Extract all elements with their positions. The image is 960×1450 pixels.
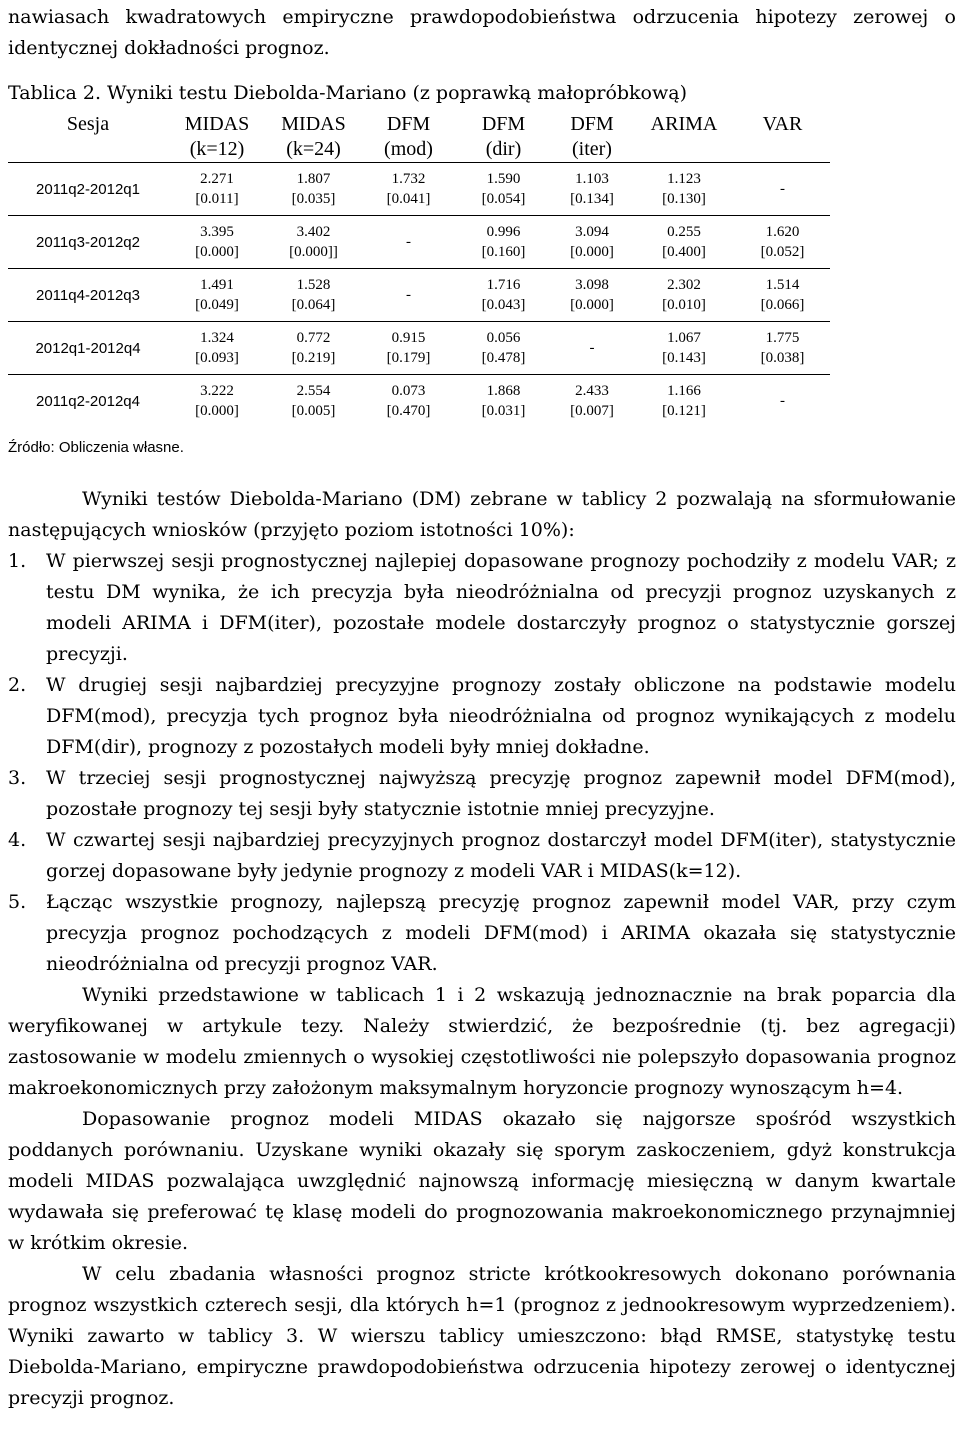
p-value: [0.049] bbox=[195, 297, 239, 313]
table-caption: Tablica 2. Wyniki testu Diebolda-Mariano (z poprawką małopróbkową) bbox=[8, 82, 687, 104]
p-value: [0.400] bbox=[662, 244, 706, 260]
column-header: ARIMA bbox=[650, 113, 718, 135]
p-value: [0.121] bbox=[662, 403, 706, 419]
p-value: [0.134] bbox=[570, 191, 614, 207]
dm-statistic: 1.491 bbox=[200, 277, 234, 293]
table-row bbox=[8, 322, 830, 375]
table-cell bbox=[361, 216, 456, 269]
dm-statistic: 1.324 bbox=[200, 330, 234, 346]
table-cell bbox=[456, 269, 551, 322]
conclusions-list bbox=[8, 546, 956, 980]
list-item bbox=[8, 670, 956, 763]
p-value: [0.470] bbox=[386, 403, 431, 419]
p-value: [0.052] bbox=[760, 244, 805, 260]
p-value: [0.043] bbox=[481, 297, 526, 313]
list-item-number: 4. bbox=[8, 829, 27, 851]
p-value: [0.010] bbox=[662, 297, 706, 313]
dm-statistic: 1.067 bbox=[667, 330, 701, 346]
table-header bbox=[8, 112, 830, 163]
table-cell bbox=[735, 163, 830, 216]
p-value: [0.038] bbox=[760, 350, 805, 366]
list-item bbox=[8, 546, 956, 670]
table-body bbox=[8, 163, 830, 428]
p-value: [0.041] bbox=[386, 191, 431, 207]
table-cell bbox=[266, 269, 361, 322]
table-cell bbox=[266, 163, 361, 216]
dm-statistic: 0.996 bbox=[486, 224, 521, 240]
dm-statistic: 3.222 bbox=[200, 383, 234, 399]
list-item bbox=[8, 825, 956, 887]
column-header: DFM bbox=[386, 113, 431, 135]
list-item-text: W trzeciej sesji prognostycznej najwyższą precyzję prognoz zapewnił model DFM(mod), pozostałe prognozy tej sesji były statycznie istotnie mniej precyzyjne. bbox=[46, 767, 956, 820]
table-cell bbox=[361, 163, 456, 216]
column-subheader bbox=[8, 137, 168, 163]
list-item-text: W czwartej sesji najbardziej precyzyjnych prognoz dostarczył model DFM(iter), statystycznie gorzej dopasowane były jedynie prognozy z modeli VAR i MIDAS(k=12). bbox=[46, 829, 956, 882]
list-item-number: 3. bbox=[8, 767, 27, 789]
list-item bbox=[8, 763, 956, 825]
table-cell bbox=[456, 322, 551, 375]
p-value: [0.000]] bbox=[289, 244, 338, 260]
list-item-number: 5. bbox=[8, 891, 27, 913]
table-cell bbox=[168, 375, 266, 428]
table-cell bbox=[266, 322, 361, 375]
dm-statistic: 3.395 bbox=[200, 224, 234, 240]
dm-statistic: 0.915 bbox=[391, 330, 426, 346]
dm-statistic: 1.103 bbox=[575, 171, 609, 187]
p-value: [0.130] bbox=[662, 191, 706, 207]
table-cell bbox=[266, 216, 361, 269]
p-value: [0.064] bbox=[291, 297, 336, 313]
dm-statistic: 3.094 bbox=[575, 224, 609, 240]
dm-statistic: 3.402 bbox=[296, 224, 331, 240]
session-label: 2011q2-2012q4 bbox=[8, 375, 168, 428]
dm-statistic: 1.528 bbox=[296, 277, 331, 293]
dm-statistic: 1.620 bbox=[765, 224, 800, 240]
table-cell bbox=[633, 269, 735, 322]
list-item-text: Łącząc wszystkie prognozy, najlepszą precyzję prognoz zapewnił model VAR, przy czym precyzja prognoz pochodzących z modeli DFM(mod) i ARIMA okazała się statystycznie nieodróżnialna od precyzji prognoz VAR. bbox=[46, 891, 956, 975]
p-value: [0.478] bbox=[481, 350, 526, 366]
dm-statistic: 1.123 bbox=[667, 171, 701, 187]
paragraph: W celu zbadania własności prognoz stricte krótkookresowych dokonano porównania prognoz wszystkich czterech sesji, dla których h=1 (prognoz z jednookresowym wyprzedzeniem). Wyniki zawarto w tablicy 3. W wierszu tablicy umieszczono: błąd RMSE, statystykę testu Diebolda-Mariano, empiryczne prawdopodobieństwa odrzucenia hipotezy zerowej o identycznej precyzji prognoz. bbox=[8, 1263, 956, 1409]
table-cell bbox=[361, 269, 456, 322]
p-value: [0.007] bbox=[570, 403, 614, 419]
column-subheader: (k=24) bbox=[286, 138, 341, 160]
table-cell bbox=[735, 375, 830, 428]
column-subheader: (dir) bbox=[485, 138, 522, 160]
intro-text: nawiasach kwadratowych empiryczne prawdopodobieństwa odrzucenia hipotezy zerowej o identycznej dokładności prognoz. bbox=[8, 6, 956, 59]
dm-statistic: 1.868 bbox=[486, 383, 521, 399]
list-item-number: 2. bbox=[8, 674, 27, 696]
table-cell bbox=[361, 322, 456, 375]
list-item-text: W drugiej sesji najbardziej precyzyjne prognozy zostały obliczone na podstawie modelu DFM(mod), precyzja tych prognoz była nieodróżnialna od prognoz wynikających z modelu DFM(dir), prognozy z pozostałych modeli były mniej dokładne. bbox=[46, 674, 956, 758]
p-value: [0.000] bbox=[570, 297, 614, 313]
dm-statistic: - bbox=[780, 181, 785, 197]
dm-statistic: 0.056 bbox=[486, 330, 521, 346]
p-value: [0.000] bbox=[195, 244, 239, 260]
table-source: Źródło: Obliczenia własne. bbox=[8, 439, 184, 456]
table-cell bbox=[266, 375, 361, 428]
p-value: [0.054] bbox=[481, 191, 526, 207]
paragraph: Wyniki przedstawione w tablicach 1 i 2 wskazują jednoznacznie na brak poparcia dla weryfikowanej w artykule tezy. Należy stwierdzić, że bezpośrednie (tj. bez agregacji) zastosowanie w modelu zmiennych o wysokiej częstotliwości nie polepszyło dopasowania prognoz makroekonomicznych przy założonym maksymalnym horyzoncie prognozy wynoszącym h=4. bbox=[8, 984, 956, 1099]
table-row bbox=[8, 163, 830, 216]
dm-statistic: 2.302 bbox=[667, 277, 701, 293]
p-value: [0.035] bbox=[291, 191, 336, 207]
dm-statistic: 2.271 bbox=[200, 171, 234, 187]
p-value: [0.160] bbox=[481, 244, 526, 260]
dm-statistic: 0.255 bbox=[667, 224, 701, 240]
dm-statistic: 1.514 bbox=[765, 277, 800, 293]
p-value: [0.000] bbox=[570, 244, 614, 260]
table-cell bbox=[168, 322, 266, 375]
p-value: [0.000] bbox=[195, 403, 239, 419]
p-value: [0.066] bbox=[760, 297, 805, 313]
column-subheader: (mod) bbox=[384, 138, 433, 160]
table-cell bbox=[168, 163, 266, 216]
p-value: [0.093] bbox=[195, 350, 239, 366]
column-header: MIDAS bbox=[184, 113, 250, 135]
column-subheader bbox=[735, 137, 830, 163]
table-cell bbox=[633, 216, 735, 269]
table-cell bbox=[456, 375, 551, 428]
lead-paragraph: Wyniki testów Diebolda-Mariano (DM) zebrane w tablicy 2 pozwalają na sformułowanie następujących wniosków (przyjęto poziom istotności 10%): bbox=[8, 488, 956, 541]
dm-statistic: 0.073 bbox=[391, 383, 426, 399]
session-label: 2012q1-2012q4 bbox=[8, 322, 168, 375]
dm-statistic: 1.166 bbox=[667, 383, 701, 399]
dm-statistic: - bbox=[589, 340, 595, 356]
table-cell bbox=[633, 163, 735, 216]
table-cell bbox=[735, 322, 830, 375]
list-item bbox=[8, 887, 956, 980]
body-text bbox=[8, 484, 956, 1414]
table-cell bbox=[551, 375, 633, 428]
table-cell bbox=[361, 375, 456, 428]
table-row bbox=[8, 269, 830, 322]
table-cell bbox=[456, 163, 551, 216]
table-cell bbox=[551, 163, 633, 216]
dm-statistic: 1.732 bbox=[391, 171, 426, 187]
dm-statistic: - bbox=[780, 393, 785, 409]
column-header: VAR bbox=[762, 113, 803, 135]
table-cell bbox=[735, 269, 830, 322]
table-row bbox=[8, 216, 830, 269]
results-table bbox=[8, 112, 830, 427]
list-item-text: W pierwszej sesji prognostycznej najlepiej dopasowane prognozy pochodziły z modelu VAR; z testu DM wynika, że ich precyzja była nieodróżnialna od precyzji prognoz uzyskanych z modeli ARIMA i DFM(iter), pozostałe modele dostarczyły prognoz o statystycznie gorszej precyzji. bbox=[46, 550, 956, 665]
column-header: Sesja bbox=[66, 113, 110, 135]
column-header: DFM bbox=[570, 113, 614, 135]
table-cell bbox=[168, 269, 266, 322]
dm-statistic: - bbox=[406, 234, 411, 250]
table-cell bbox=[168, 216, 266, 269]
p-value: [0.179] bbox=[386, 350, 431, 366]
p-value: [0.219] bbox=[291, 350, 336, 366]
p-value: [0.011] bbox=[195, 191, 239, 207]
p-value: [0.143] bbox=[662, 350, 706, 366]
list-item-number: 1. bbox=[8, 550, 27, 572]
column-header: MIDAS bbox=[281, 113, 346, 135]
table-cell bbox=[633, 375, 735, 428]
column-subheader bbox=[633, 137, 735, 163]
column-subheader: (k=12) bbox=[189, 138, 245, 160]
session-label: 2011q4-2012q3 bbox=[8, 269, 168, 322]
session-label: 2011q2-2012q1 bbox=[8, 163, 168, 216]
dm-statistic: 1.590 bbox=[486, 171, 521, 187]
table-cell bbox=[456, 216, 551, 269]
paragraph: Dopasowanie prognoz modeli MIDAS okazało się najgorsze spośród wszystkich poddanych porównaniu. Uzyskane wyniki okazały się sporym zaskoczeniem, gdyż konstrukcja modeli MIDAS pozwalająca uwzględnić najnowszą informację miesięczną w danym kwartale wydawała się preferować tę klasę modeli do prognozowania makroekonomicznego przynajmniej w krótkim okresie. bbox=[8, 1108, 956, 1254]
dm-statistic: 3.098 bbox=[575, 277, 609, 293]
column-header: DFM bbox=[481, 113, 526, 135]
table-cell bbox=[735, 216, 830, 269]
table-cell bbox=[551, 269, 633, 322]
table-cell bbox=[551, 322, 633, 375]
table-cell bbox=[551, 216, 633, 269]
dm-statistic: 1.716 bbox=[486, 277, 521, 293]
dm-statistic: 2.554 bbox=[296, 383, 331, 399]
p-value: [0.005] bbox=[291, 403, 336, 419]
dm-statistic: 0.772 bbox=[296, 330, 331, 346]
dm-statistic: 1.807 bbox=[296, 171, 331, 187]
p-value: [0.031] bbox=[481, 403, 526, 419]
dm-statistic: - bbox=[406, 287, 411, 303]
dm-statistic: 2.433 bbox=[575, 383, 609, 399]
table-cell bbox=[633, 322, 735, 375]
column-subheader: (iter) bbox=[572, 138, 612, 160]
session-label: 2011q3-2012q2 bbox=[8, 216, 168, 269]
dm-statistic: 1.775 bbox=[765, 330, 800, 346]
table-row bbox=[8, 375, 830, 428]
